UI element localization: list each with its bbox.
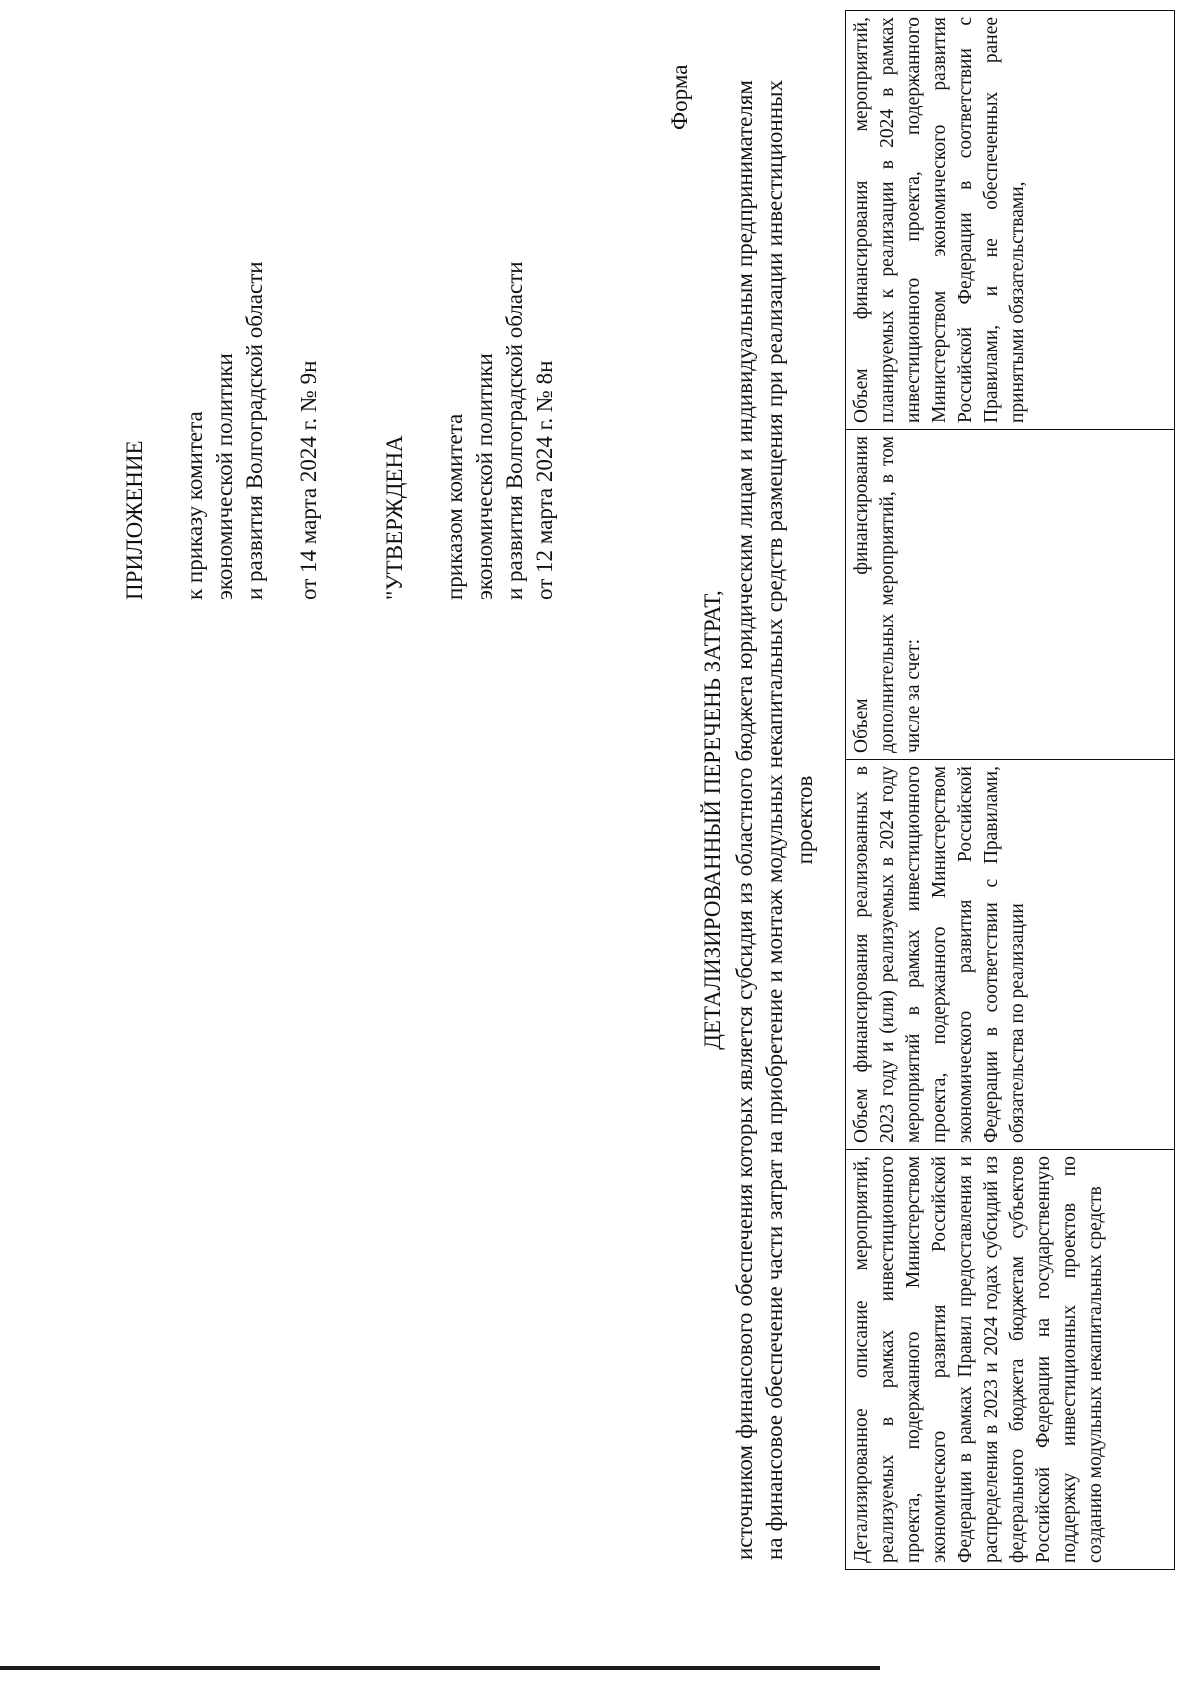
appendix-block xyxy=(120,80,324,600)
appendix-date: от 14 марта 2024 г. № 9н xyxy=(296,360,321,600)
approved-date: от 12 марта 2024 г. № 8н xyxy=(532,360,557,600)
document-subtitle: источником финансового обеспечения которых является субсидия из областного бюджета юридическим лицам и индивидуальным предпринимателям на финансовое обеспечение части затрат на приобретение и монтаж модульных некапитальных средств размещения при реализации инвестиционных проектов xyxy=(732,80,817,1560)
page-edge-line xyxy=(0,1666,880,1670)
table-header-cell: Объем финансирования мероприятий, планируемых к реализации в 2024 в рамках инвестиционного проекта, подержанного Министерством экономического развития Российской Федерации в соответствии с Правилами, и не обеспеченных ранее принятыми обязательствами, xyxy=(851,17,1028,423)
form-label: Форма xyxy=(667,64,692,130)
document-title: ДЕТАЛИЗИРОВАННЫЙ ПЕРЕЧЕНЬ ЗАТРАТ, xyxy=(700,590,725,1050)
approved-line: экономической политики xyxy=(472,353,497,600)
approved-line: приказом комитета xyxy=(442,413,467,600)
table-header-cell: Объем финансирования дополнительных мероприятий, в том числе за счет: xyxy=(846,429,1174,759)
table-header-cell: Детализированное описание мероприятий, реализуемых в рамках инвестиционного проекта, подержанного Министерством экономического развития Российской Федерации в рамках Правил предоставления и распределения в 2023 и 2024 годах субсидий из федерального бюджета бюджетам субъектов Российской Федерации на государственную поддержку инвестиционных проектов по созданию модульных некапитальных средств xyxy=(846,1149,1174,1569)
appendix-line: и развития Волгоградской области xyxy=(242,261,267,600)
appendix-heading: ПРИЛОЖЕНИЕ xyxy=(122,440,147,600)
appendix-line: к приказу комитета xyxy=(182,411,207,600)
table-header-cell: Объем финансирования реализованных в 2023 году и (или) реализуемых в 2024 году мероприятий в рамках инвестиционного проекта, подержанного Министерством экономического развития Российской Федерации в соответствии с Правилами, обязательства по реализации xyxy=(846,759,1174,1149)
appendix-line: экономической политики xyxy=(212,353,237,600)
rotated-page xyxy=(60,0,1180,1600)
approved-block xyxy=(380,60,560,600)
approved-heading: "УТВЕРЖДЕНА xyxy=(382,435,407,600)
approved-line: и развития Волгоградской области xyxy=(502,261,527,600)
cost-table xyxy=(845,10,1175,1570)
